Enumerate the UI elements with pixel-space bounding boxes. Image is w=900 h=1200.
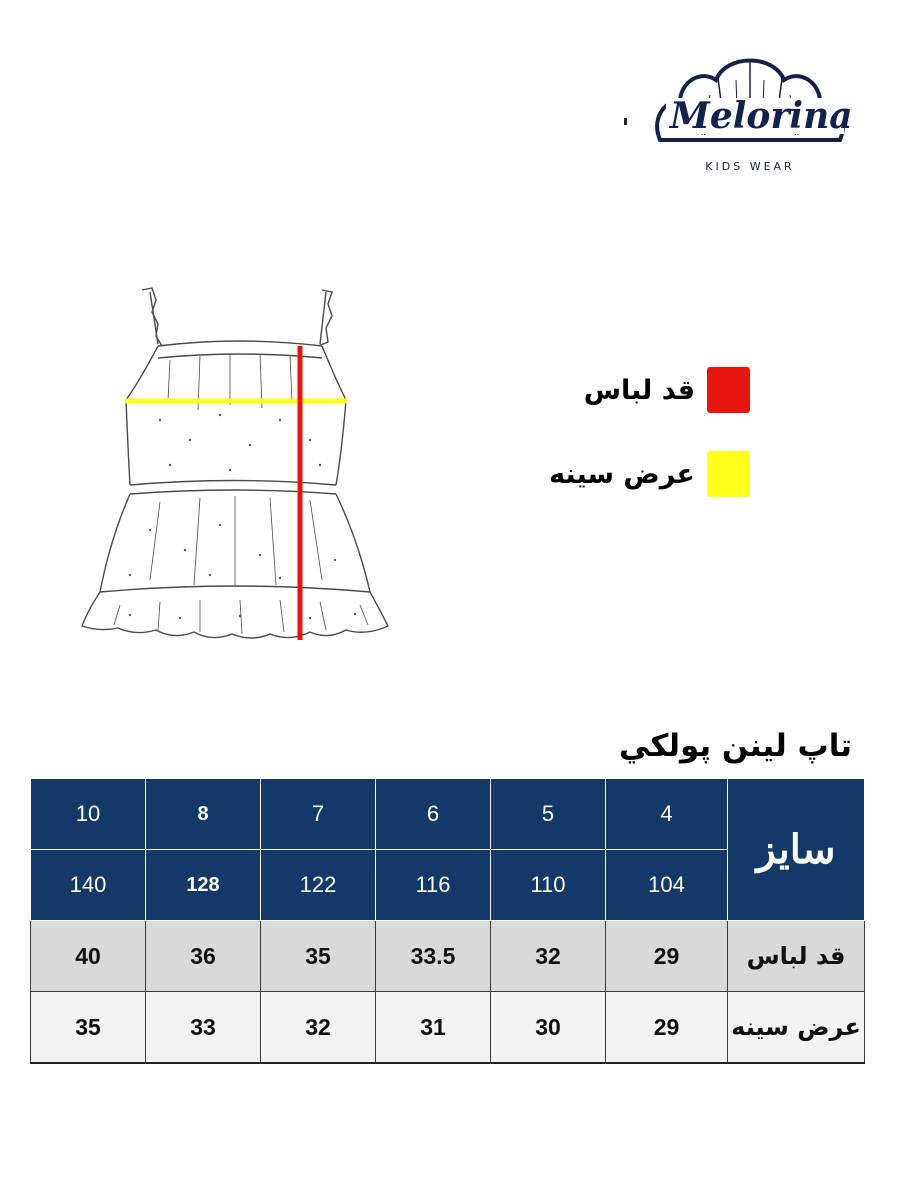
height-cell: 128: [146, 850, 261, 921]
table-cell: 33.5: [376, 921, 491, 992]
garment-illustration: [70, 280, 410, 670]
legend-length: [584, 366, 750, 414]
table-cell: 35: [261, 921, 376, 992]
height-cell: 116: [376, 850, 491, 921]
age-cell: 6: [376, 779, 491, 850]
table-cell: 30: [491, 992, 606, 1064]
table-cell: 40: [31, 921, 146, 992]
height-cell: 140: [31, 850, 146, 921]
table-cell: 32: [261, 992, 376, 1064]
brand-tagline: KIDS WEAR: [705, 160, 795, 173]
table-cell: 32: [491, 921, 606, 992]
table-cell: 29: [606, 921, 728, 992]
size-table: [30, 778, 865, 1064]
row-label-chest: عرض سينه: [728, 992, 865, 1064]
height-cell: 122: [261, 850, 376, 921]
height-cell: 104: [606, 850, 728, 921]
product-title: تاپ لینن پولکي: [619, 728, 852, 764]
legend-chest-swatch: [707, 451, 750, 497]
table-row-length: [31, 921, 865, 992]
table-cell: 36: [146, 921, 261, 992]
age-cell: 7: [261, 779, 376, 850]
age-cell: 4: [606, 779, 728, 850]
legend-length-swatch: [707, 367, 750, 413]
row-label-length: قد لباس: [728, 921, 865, 992]
legend-chest: [549, 450, 750, 498]
brand-logo: [650, 40, 853, 180]
table-cell: 33: [146, 992, 261, 1064]
age-cell: 5: [491, 779, 606, 850]
legend-length-label: قد لباس: [583, 374, 695, 406]
age-cell: 8: [146, 779, 261, 850]
table-row-chest: [31, 992, 865, 1064]
age-cell: 10: [31, 779, 146, 850]
table-cell: 29: [606, 992, 728, 1064]
logo-mark-dot: [624, 118, 627, 125]
table-cell: 35: [31, 992, 146, 1064]
height-cell: 110: [491, 850, 606, 921]
legend-chest-label: عرض سینه: [549, 458, 695, 490]
table-cell: 31: [376, 992, 491, 1064]
brand-wordmark: Melorina: [666, 98, 844, 134]
age-row: [31, 779, 865, 850]
size-header: سایز: [728, 779, 865, 921]
